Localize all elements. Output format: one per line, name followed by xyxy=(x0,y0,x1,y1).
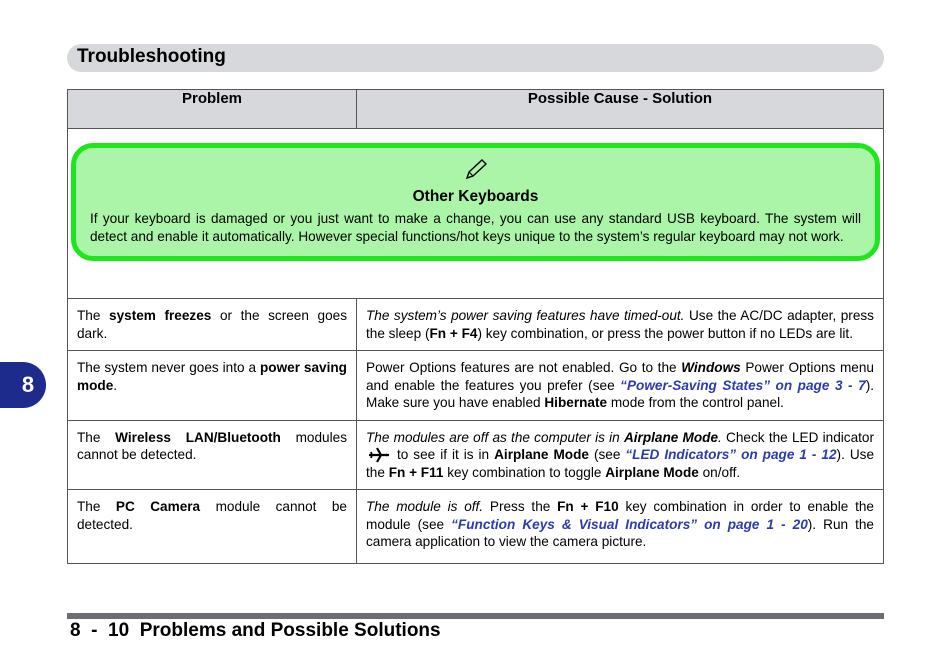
solution-cell: Power Options features are not enabled. Go to the Windows Power Options menu and enable the features you prefer (see “Power-Saving States” on page 3 - 7). Make sure you have enabled Hibernate mode from the control panel. xyxy=(357,351,884,421)
solution-cell: The system’s power saving features have timed-out. Use the AC/DC adapter, press the sleep (Fn + F4) key combination, or press the power button if no LEDs are lit. xyxy=(357,299,884,351)
link-power-saving-states[interactable]: “Power-Saving States” on page 3 - 7 xyxy=(620,377,866,393)
note-body: If your keyboard is damaged or you just want to make a change, you can use any standard USB keyboard. The system will detect and enable it automatically. However special functions/hot keys unique to the system’s regular keyboard may not work. xyxy=(90,211,861,244)
table-row xyxy=(68,351,884,421)
troubleshooting-table xyxy=(67,89,884,564)
solution-cell: The module is off. Press the Fn + F10 key combination in order to enable the module (see “Function Keys & Visual Indicators” on page 1 - 20). Run the camera application to view the camera picture. xyxy=(357,490,884,564)
column-header-solution: Possible Cause - Solution xyxy=(357,90,884,129)
chapter-tab: 8 xyxy=(0,362,46,408)
table-row xyxy=(68,420,884,490)
pencil-icon xyxy=(464,158,488,180)
link-led-indicators[interactable]: “LED Indicators” on page 1 - 12 xyxy=(625,447,837,462)
note-title: Other Keyboards xyxy=(412,188,539,205)
section-header-bar xyxy=(67,44,884,72)
problem-cell: The system never goes into a power saving mode. xyxy=(68,351,357,421)
note-row xyxy=(68,129,884,299)
note-box xyxy=(71,143,880,261)
footer-page-label: 8 - 10 Problems and Possible Solutions xyxy=(70,620,441,641)
link-function-keys[interactable]: “Function Keys & Visual Indicators” on page 1 - 20 xyxy=(451,516,808,532)
problem-cell: The PC Camera module cannot be detected. xyxy=(68,490,357,564)
problem-cell: The Wireless LAN/Bluetooth modules cannot be detected. xyxy=(68,420,357,490)
table-header-row xyxy=(68,90,884,129)
section-title: Troubleshooting xyxy=(77,46,226,67)
solution-cell: The modules are off as the computer is in Airplane Mode. Check the LED indicator to see if it is in Airplane Mode (see “LED Indicators” on page 1 - 12). Use the Fn + F11 key combination to toggle Airplane Mode on/off. xyxy=(357,420,884,490)
airplane-icon xyxy=(368,447,390,463)
column-header-problem: Problem xyxy=(68,90,357,129)
problem-cell: The system freezes or the screen goes dark. xyxy=(68,299,357,351)
table-row xyxy=(68,490,884,564)
table-row xyxy=(68,299,884,351)
footer-rule xyxy=(67,613,884,619)
